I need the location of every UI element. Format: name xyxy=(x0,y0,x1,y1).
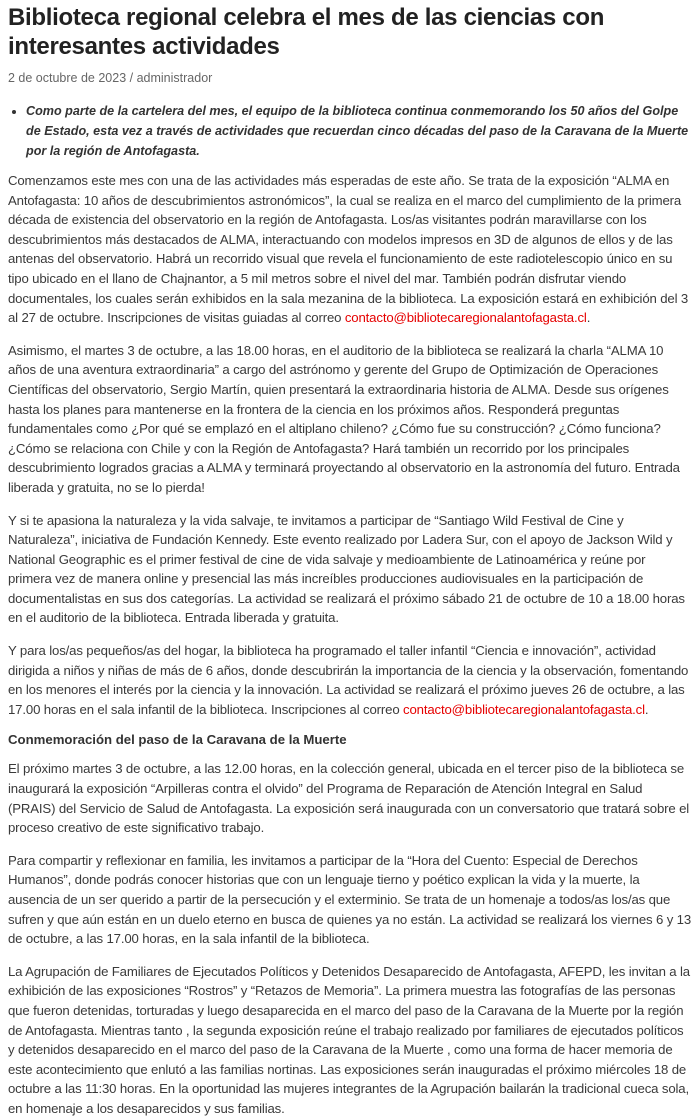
article xyxy=(0,3,700,1119)
period: . xyxy=(644,701,649,717)
paragraph-arpilleras: El próximo martes 3 de octubre, a las 12.00 horas, en la colección general, ubicada en el tercer piso de la biblioteca se inaugurará la exposición “Arpilleras contra el olvido” del Programa de Reparación de Atención Integral en Salud (PRAIS) del Servicio de Salud de Antofagasta. La exposición será inaugurada con un conversatorio que tratará sobre el proceso creativo de este significativo trabajo. xyxy=(8,761,690,836)
article-author[interactable]: administrador xyxy=(136,71,213,85)
paragraph-text: Comenzamos este mes con una de las actividades más esperadas de este año. Se trata de la exposición “ALMA en Antofagasta: 10 años de descubrimientos astronómicos”, la cual se realiza en el marco del cumplimiento de la primera década de existencia del observatorio en la región de Antofagasta. Los/as visitantes podrán maravillarse con los descubrimientos más destacados de ALMA, interactuando con modelos impresos en 3D de algunos de ellos y de las antenas del observatorio. Habrá un recorrido visual que revela el funcionamiento de este radiotelescopio único en su tipo ubicado en el llano de Chajnantor, a 5 mil metros sobre el nivel del mar. También podrán disfrutar viendo documentales, los cuales serán exhibidos en la sala mezanina de la biblioteca. La exposición estará en exhibición del 3 al 27 de octubre. Inscripciones de visitas guiadas al correo xyxy=(8,173,689,326)
paragraph-afepd: La Agrupación de Familiares de Ejecutados Políticos y Detenidos Desaparecido de Antofagasta, AFEPD, les invitan a la exhibición de las exposiciones “Rostros” y “Retazos de Memoria”. La primera muestra las fotografías de las personas que fueron detenidas, torturadas y luego desaparecida en el marco del paso de la Caravana de la Muerte por la región de Antofagasta. Mientras tanto , la segunda exposición reúne el trabajo realizado por familiares de ejecutados políticos y detenidos desaparecido en el marco del paso de la Caravana de la Muerte , como una forma de hacer memoria de este acontecimiento que enlutó a las familias nortinas. Las exposiciones serán inauguradas el próximo miércoles 18 de octubre a las 11:30 horas. En la oportunidad las mujeres integrantes de la Agrupación bailarán la tradicional cueca sola, en homenaje a los desaparecidos y sus familias. xyxy=(8,963,690,1116)
article-meta xyxy=(8,71,692,85)
paragraph-alma-talk: Asimismo, el martes 3 de octubre, a las 18.00 horas, en el auditorio de la biblioteca se realizará la charla “ALMA 10 años de una aventura extraordinaria” a cargo del astrónomo y gerente del Grupo de Optimización de Operaciones Científicas del observatorio, Sergio Martín, quien presentará la extraordinaria historia de ALMA. Desde sus orígenes hasta los planes para mantenerse en la frontera de la ciencia en los próximos años. Responderá preguntas fundamentales como ¿Por qué se emplazó en el altiplano chileno? ¿Cómo fue su construcción? ¿Cómo funciona? ¿Cómo se relaciona con Chile y con la Región de Antofagasta? Hará también un recorrido por los principales descubrimiento logrados gracias a ALMA y terminará proyectando al observatorio en la astronomía del futuro. Entrada liberada y gratuita, no se lo pierda! xyxy=(8,342,680,495)
highlight-list xyxy=(8,101,692,161)
email-link[interactable]: contacto@bibliotecaregionalantofagasta.cl xyxy=(403,701,645,717)
section-heading: Conmemoración del paso de la Caravana de la Muerte xyxy=(8,732,347,748)
paragraph-children-workshop xyxy=(8,641,692,719)
paragraph-alma-exhibition xyxy=(8,171,692,328)
paragraph-story-hour: Para compartir y reflexionar en familia, les invitamos a participar de la “Hora del Cuento: Especial de Derechos Humanos”, donde podrás conocer historias que con un lenguaje tierno y poético explican la vida y la muerte, la ausencia de un ser querido a partir de la persecución y el exterminio. Se trata de un homenaje a todos/as los/as que sufren y que aún están en un duelo eterno en busca de quienes ya no están. La actividad se realizará los viernes 6 y 13 de octubre, a las 17.00 horas, en la sala infantil de la biblioteca. xyxy=(8,852,692,947)
paragraph-text: Y para los/as pequeños/as del hogar, la biblioteca ha programado el taller infantil “Ciencia e innovación”, actividad dirigida a niños y niñas de más de 6 años, donde descubrirán la importancia de la ciencia y la observación, fomentando en los menores el interés por la ciencia y la innovación. La actividad se realizará el próximo jueves 26 de octubre, a las 17.00 horas en el sala infantil de la biblioteca. Inscripciones al correo xyxy=(8,643,689,717)
article-date[interactable]: 2 de octubre de 2023 xyxy=(8,71,127,85)
article-title: Biblioteca regional celebra el mes de las ciencias con interesantes actividades xyxy=(8,4,605,60)
highlight-item: • Como parte de la cartelera del mes, el equipo de la biblioteca continua conmemorando los 50 años del Golpe de Estado, esta vez a través de actividades que recuerdan cinco décadas del paso de la Caravana de la Muerte por la región de Antofagasta. xyxy=(26,101,692,161)
email-link[interactable]: contacto@bibliotecaregionalantofagasta.cl xyxy=(344,310,587,326)
meta-separator: / xyxy=(126,71,137,85)
paragraph-wild-festival: Y si te apasiona la naturaleza y la vida salvaje, te invitamos a participar de “Santiago Wild Festival de Cine y Naturaleza”, iniciativa de Fundación Kennedy. Este evento realizado por Ladera Sur, con el apoyo de Jackson Wild y National Geographic es el primer festival de cine de vida salvaje y medioambiente de Latinoamérica y reúne por primera vez de manera online y presencial las más increíbles producciones audiovisuales en la participación de documentalistas en sus dos categorías. La actividad se realizará el próximo sábado 21 de octubre de 10 a 18.00 horas en el auditorio de la biblioteca. Entrada liberada y gratuita. xyxy=(8,512,685,626)
period: . xyxy=(586,310,591,326)
